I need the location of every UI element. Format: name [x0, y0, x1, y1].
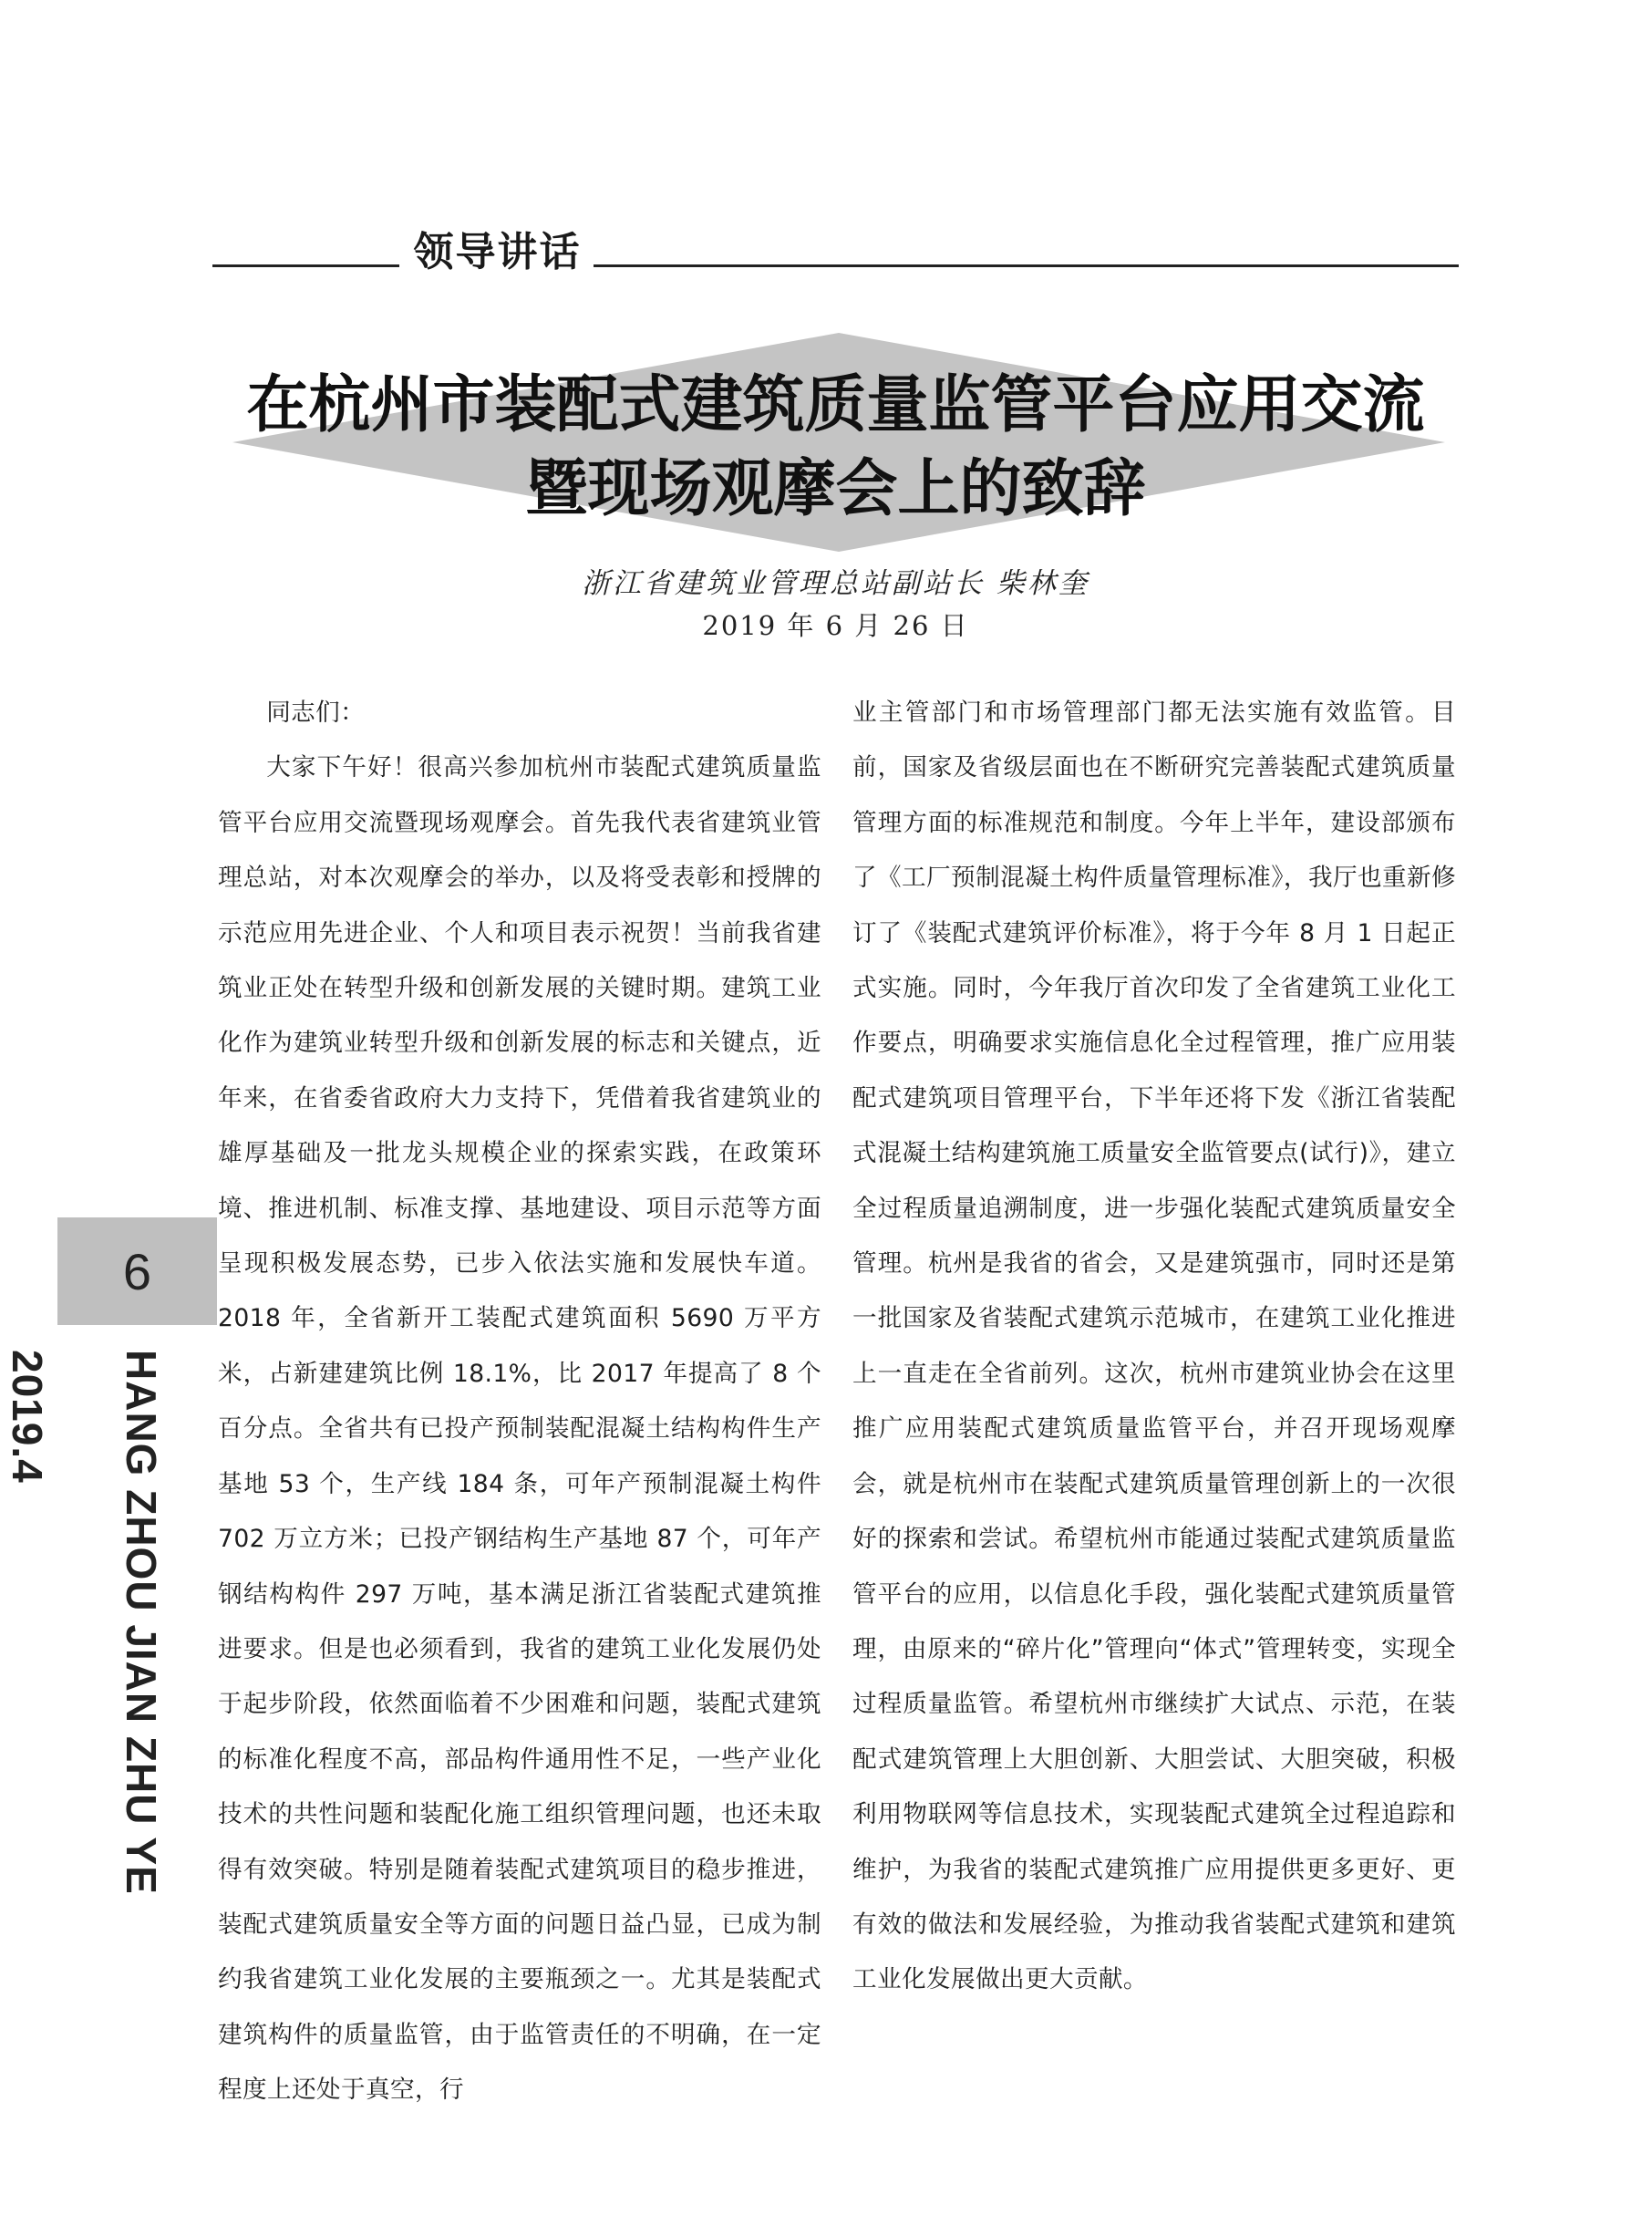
title-line-1: 在杭州市装配式建筑质量监管平台应用交流	[246, 368, 1425, 441]
title-line-2: 暨现场观摩会上的致辞	[525, 452, 1146, 525]
left-column	[218, 686, 821, 2118]
author-byline: 浙江省建筑业管理总站副站长 柴林奎	[582, 567, 1089, 600]
page-number: 6	[122, 1242, 152, 1300]
section-header	[212, 219, 1459, 274]
right-column	[852, 686, 1456, 2008]
speech-date: 2019 年 6 月 26 日	[702, 610, 969, 641]
journal-vertical-label: HANG ZHOU JIAN ZHU YE 2019.4	[4, 1350, 165, 1895]
section-label: 领导讲话	[413, 229, 582, 275]
header-rule-left	[212, 264, 399, 267]
body-paragraph-continued: 业主管部门和市场管理部门都无法实施有效监管。目前，国家及省级层面也在不断研究完善装配式建筑质量管理方面的标准规范和制度。今年上半年，建设部颁布了《工厂预制混凝土构件质量管理标准》，我厅也重新修订了《装配式建筑评价标准》，将于今年 8 月 1 日起正式实施。同时，今年我厅首次印发了全省建筑工业化工作要点，明确要求实施信息化全过程管理，推广应用装配式建筑项目管理平台，下半年还将下发《浙江省装配式混凝土结构建筑施工质量安全监管要点(试行)》，建立全过程质量追溯制度，进一步强化装配式建筑质量安全管理。杭州是我省的省会，又是建筑强市，同时还是第一批国家及省装配式建筑示范城市，在建筑工业化推进上一直走在全省前列。这次，杭州市建筑业协会在这里推广应用装配式建筑质量监管平台，并召开现场观摩会，就是杭州市在装配式建筑质量管理创新上的一次很好的探索和尝试。希望杭州市能通过装配式建筑质量监管平台的应用，以信息化手段，强化装配式建筑质量管理，由原来的“碎片化”管理向“体式”管理转变，实现全过程质量监管。希望杭州市继续扩大试点、示范，在装配式建筑管理上大胆创新、大胆尝试、大胆突破，积极利用物联网等信息技术，实现装配式建筑全过程追踪和维护，为我省的装配式建筑推广应用提供更多更好、更有效的做法和发展经验，为推动我省装配式建筑和建筑工业化发展做出更大贡献。	[852, 699, 1456, 1994]
article-title	[212, 363, 1459, 531]
header-rule-right	[594, 264, 1459, 267]
greeting: 同志们：	[266, 699, 366, 727]
page-number-box	[57, 1217, 217, 1325]
body-paragraph-1: 大家下午好！很高兴参加杭州市装配式建筑质量监管平台应用交流暨现场观摩会。首先我代表省建筑业管理总站，对本次观摩会的举办，以及将受表彰和授牌的示范应用先进企业、个人和项目表示祝贺！当前我省建筑业正处在转型升级和创新发展的关键时期。建筑工业化作为建筑业转型升级和创新发展的标志和关键点，近年来，在省委省政府大力支持下，凭借着我省建筑业的雄厚基础及一批龙头规模企业的探索实践，在政策环境、推进机制、标准支撑、基地建设、项目示范等方面呈现积极发展态势，已步入依法实施和发展快车道。2018 年，全省新开工装配式建筑面积 5690 万平方米，占新建建筑比例 18.1%，比 2017 年提高了 8 个百分点。全省共有已投产预制装配混凝土结构构件生产基地 53 个，生产线 184 条，可年产预制混凝土构件 702 万立方米；已投产钢结构生产基地 87 个，可年产钢结构构件 297 万吨，基本满足浙江省装配式建筑推进要求。但是也必须看到，我省的建筑工业化发展仍处于起步阶段，依然面临着不少困难和问题，装配式建筑的标准化程度不高，部品构件通用性不足，一些产业化技术的共性问题和装配化施工组织管理问题，也还未取得有效突破。特别是随着装配式建筑项目的稳步推进，装配式建筑质量安全等方面的问题日益凸显，已成为制约我省建筑工业化发展的主要瓶颈之一。尤其是装配式建筑构件的质量监管，由于监管责任的不明确，在一定程度上还处于真空，行	[218, 753, 821, 2105]
